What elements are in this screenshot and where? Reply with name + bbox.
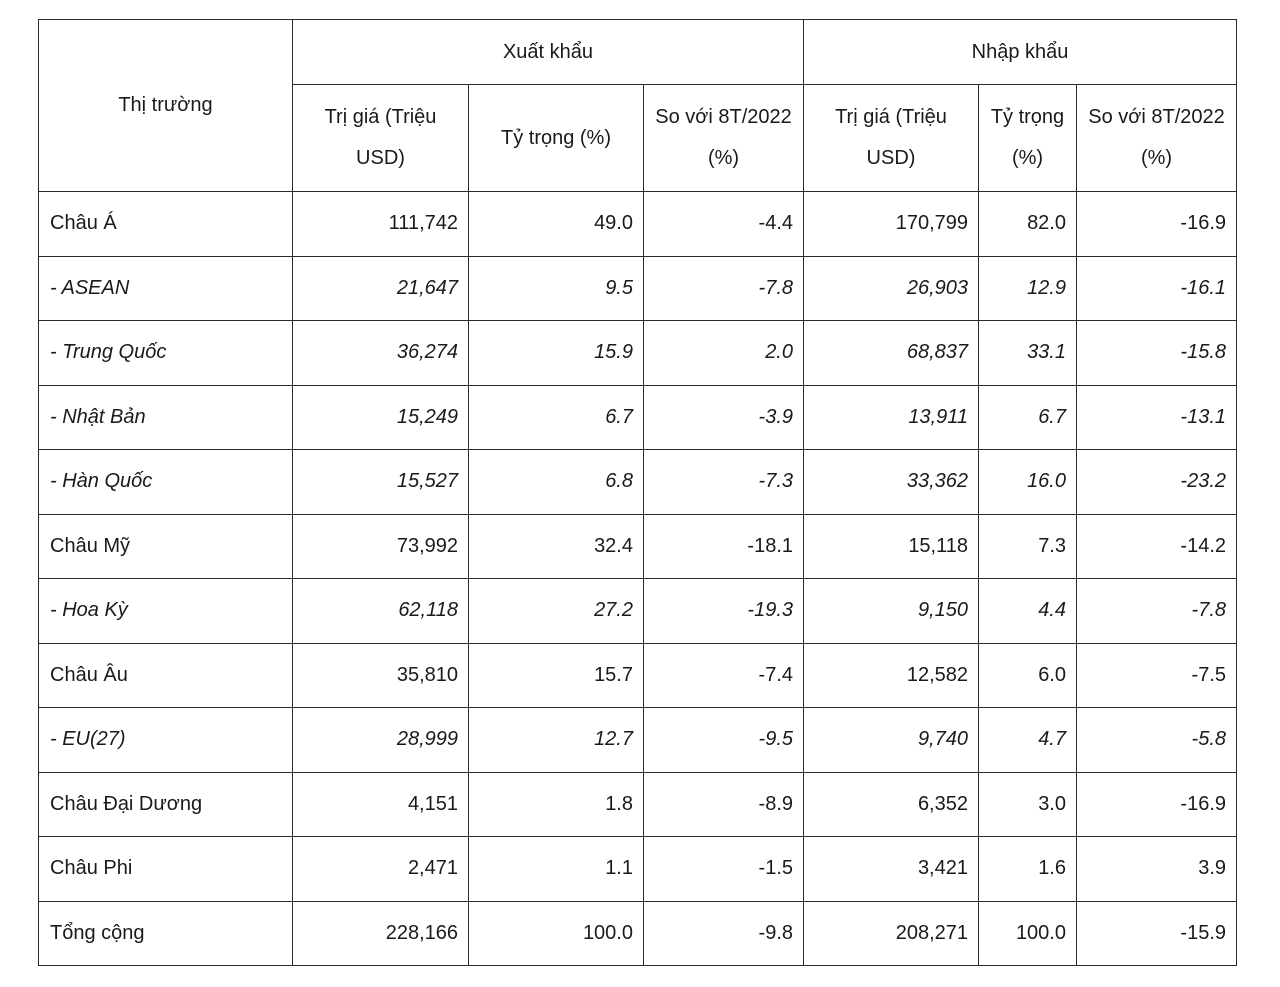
import-group-header: Nhập khẩu [804,20,1237,85]
market-column-header [39,20,293,192]
import-value-cell: 68,837 [804,321,979,386]
import-value-cell: 208,271 [804,901,979,966]
import-value-cell: 33,362 [804,450,979,515]
table-body [39,192,1237,966]
export-share-cell: 12.7 [469,708,644,773]
export-share-cell: 1.8 [469,772,644,837]
market-name-cell: - Trung Quốc [39,321,293,386]
import-value-cell: 13,911 [804,385,979,450]
export-value-cell: 28,999 [293,708,469,773]
market-name-cell: - Hàn Quốc [39,450,293,515]
market-name-cell: - EU(27) [39,708,293,773]
export-change-cell: -7.4 [644,643,804,708]
import-value-header: Trị giá (Triệu USD) [804,85,979,192]
export-share-cell: 9.5 [469,256,644,321]
trade-table-container [38,19,1236,966]
import-share-cell: 7.3 [979,514,1077,579]
table-row [39,256,1237,321]
export-value-cell: 111,742 [293,192,469,257]
export-value-cell: 21,647 [293,256,469,321]
market-name-cell: Tổng cộng [39,901,293,966]
export-change-cell: -1.5 [644,837,804,902]
import-change-cell: -16.1 [1077,256,1237,321]
import-change-cell: -7.8 [1077,579,1237,644]
export-value-cell: 15,249 [293,385,469,450]
import-change-cell: 3.9 [1077,837,1237,902]
import-change-cell: -16.9 [1077,192,1237,257]
export-share-cell: 32.4 [469,514,644,579]
export-value-cell: 35,810 [293,643,469,708]
export-share-cell: 27.2 [469,579,644,644]
export-share-header: Tỷ trọng (%) [469,85,644,192]
import-value-cell: 12,582 [804,643,979,708]
market-name-cell: Châu Âu [39,643,293,708]
market-name-cell: - Nhật Bản [39,385,293,450]
import-change-header: So với 8T/2022 (%) [1077,85,1237,192]
export-share-cell: 49.0 [469,192,644,257]
import-share-header: Tỷ trọng (%) [979,85,1077,192]
import-value-cell: 6,352 [804,772,979,837]
import-share-cell: 82.0 [979,192,1077,257]
export-change-cell: -19.3 [644,579,804,644]
trade-by-market-table [38,19,1237,966]
export-change-header: So với 8T/2022 (%) [644,85,804,192]
table-row [39,901,1237,966]
import-change-cell: -23.2 [1077,450,1237,515]
import-share-cell: 6.7 [979,385,1077,450]
market-name-cell: Châu Phi [39,837,293,902]
export-value-cell: 15,527 [293,450,469,515]
import-share-cell: 3.0 [979,772,1077,837]
export-change-cell: -9.5 [644,708,804,773]
export-share-cell: 1.1 [469,837,644,902]
export-value-cell: 62,118 [293,579,469,644]
export-value-cell: 2,471 [293,837,469,902]
export-share-cell: 100.0 [469,901,644,966]
import-share-cell: 33.1 [979,321,1077,386]
export-value-cell: 4,151 [293,772,469,837]
export-change-cell: 2.0 [644,321,804,386]
table-row [39,708,1237,773]
market-name-cell: - ASEAN [39,256,293,321]
export-change-cell: -7.8 [644,256,804,321]
export-value-cell: 36,274 [293,321,469,386]
table-row [39,450,1237,515]
import-change-cell: -14.2 [1077,514,1237,579]
import-value-cell: 3,421 [804,837,979,902]
export-change-cell: -8.9 [644,772,804,837]
export-share-cell: 15.9 [469,321,644,386]
export-value-header: Trị giá (Triệu USD) [293,85,469,192]
export-change-cell: -7.3 [644,450,804,515]
import-share-cell: 4.4 [979,579,1077,644]
import-value-cell: 15,118 [804,514,979,579]
market-name-cell: - Hoa Kỳ [39,579,293,644]
import-share-cell: 12.9 [979,256,1077,321]
import-share-cell: 1.6 [979,837,1077,902]
import-value-cell: 9,740 [804,708,979,773]
table-row [39,579,1237,644]
market-header-label: Thị trường [118,94,213,116]
import-change-cell: -5.8 [1077,708,1237,773]
export-change-cell: -9.8 [644,901,804,966]
import-change-cell: -15.8 [1077,321,1237,386]
import-value-cell: 170,799 [804,192,979,257]
import-value-cell: 9,150 [804,579,979,644]
import-share-cell: 6.0 [979,643,1077,708]
export-value-cell: 228,166 [293,901,469,966]
import-share-cell: 4.7 [979,708,1077,773]
import-change-cell: -7.5 [1077,643,1237,708]
market-name-cell: Châu Á [39,192,293,257]
export-share-cell: 15.7 [469,643,644,708]
import-change-cell: -15.9 [1077,901,1237,966]
import-share-cell: 16.0 [979,450,1077,515]
export-change-cell: -18.1 [644,514,804,579]
export-change-cell: -4.4 [644,192,804,257]
import-share-cell: 100.0 [979,901,1077,966]
table-row [39,837,1237,902]
import-change-cell: -16.9 [1077,772,1237,837]
header-row-groups [39,20,1237,85]
table-row [39,321,1237,386]
export-change-cell: -3.9 [644,385,804,450]
export-share-cell: 6.8 [469,450,644,515]
import-change-cell: -13.1 [1077,385,1237,450]
table-row [39,772,1237,837]
import-value-cell: 26,903 [804,256,979,321]
export-group-header: Xuất khẩu [293,20,804,85]
market-name-cell: Châu Đại Dương [39,772,293,837]
export-value-cell: 73,992 [293,514,469,579]
table-row [39,643,1237,708]
table-row [39,385,1237,450]
table-row [39,514,1237,579]
export-share-cell: 6.7 [469,385,644,450]
table-row [39,192,1237,257]
market-name-cell: Châu Mỹ [39,514,293,579]
